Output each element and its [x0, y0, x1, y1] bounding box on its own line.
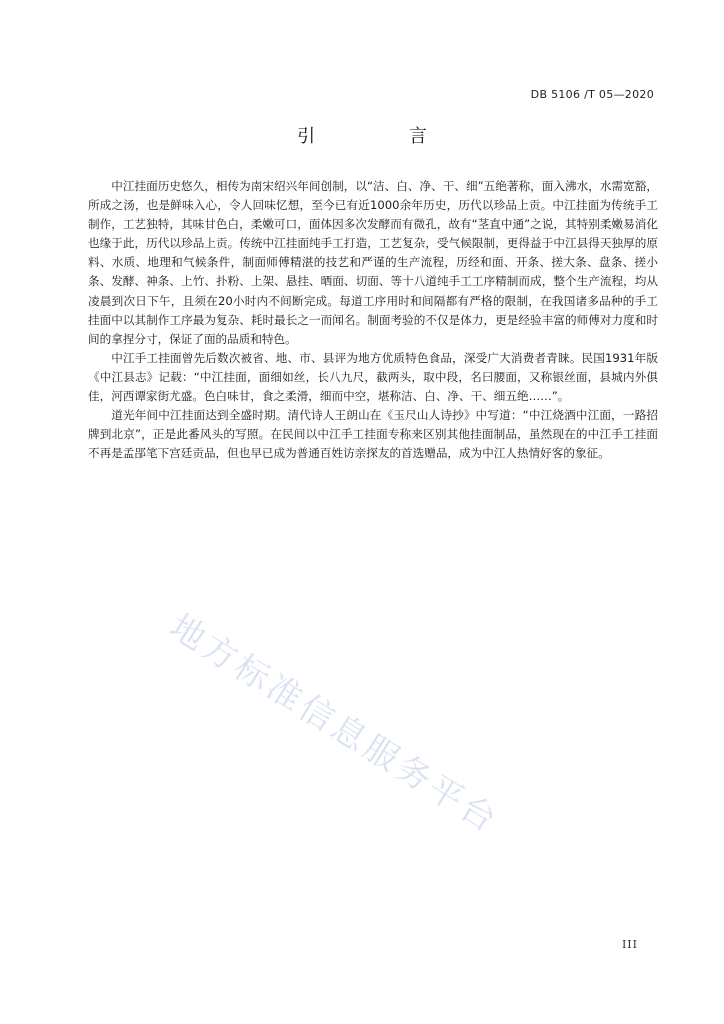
page-title: 引 言	[297, 126, 471, 147]
paragraph-history: 中江挂面历史悠久，相传为南宋绍兴年间创制，以“洁、白、净、干、细”五绝著称，面入沸水，水需宽豁，所成之汤，也是鲜味入心，令人回味忆想，至今已有近1000余年历史，历代以珍品上贡。中江挂面为传统手工制作，工艺独特，其味甘色白，柔嫩可口，面体因多次发酵而有微孔，故有“茎直中通”之说，其特别柔嫩易消化也缘于此，历代以珍品上贡。传统中江挂面纯手工打造，工艺复杂，受气候限制，更得益于中江县得天独厚的原料、水质、地理和气候条件，制面师傅精湛的技艺和严谨的生产流程，历经和面、开条、搓大条、盘条、搓小条、发酵、神条、上竹、扑粉、上架、悬挂、晒面、切面、等十八道纯手工工序精制而成，整个生产流程，均从凌晨到次日下午，且须在20小时内不间断完成。每道工序用时和间隔都有严格的限制，在我国诸多品种的手工挂面中以其制作工序最为复杂、耗时最长之一而闻名。制面考验的不仅是体力，更是经验丰富的师傅对力度和时间的拿捏分寸，保证了面的品质和特色。	[88, 179, 658, 346]
standard-code: DB 5106 /T 05—2020	[530, 88, 654, 101]
page-number: III	[621, 938, 638, 951]
watermark: 地方标准信息服务平台	[162, 606, 507, 843]
paragraph-heyday: 道光年间中江挂面达到全盛时期。清代诗人王朗山在《玉尺山人诗抄》中写道：“中江烧酒中江面，一路招牌到北京”，正是此番风头的写照。在民间以中江手工挂面专称来区别其他挂面制品，虽然现在的中江手工挂面不再是孟郘笔下宫廷贡品，但也早已成为普通百姓访亲探友的首选赠品，成为中江人热情好客的象征。	[88, 408, 658, 461]
paragraph-recognition: 中江手工挂面曾先后数次被省、地、市、县评为地方优质特色食品，深受广大消费者青睐。民国1931年版《中江县志》记载：“中江挂面，面细如丝，长八九尺，截两头，取中段，名曰腰面，又称银丝面，县城内外俱佳，河西谭家街尤盛。色白味甘，食之柔滑，细而中空，堪称洁、白、净、干、细五绝……”。	[88, 350, 658, 404]
introduction-body	[88, 177, 658, 463]
